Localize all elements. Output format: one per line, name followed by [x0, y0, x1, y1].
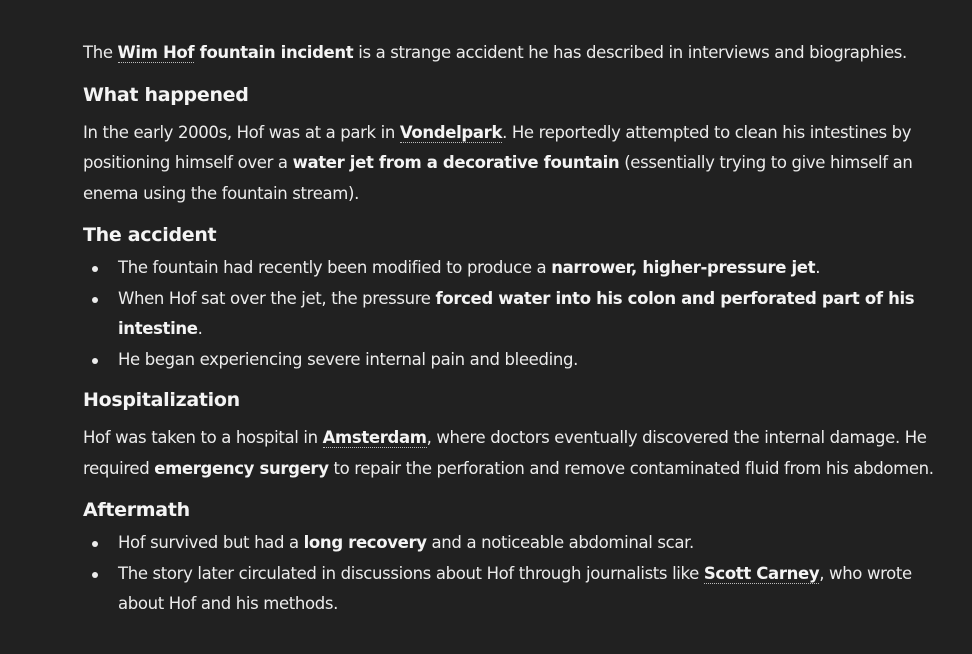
chat-response	[83, 38, 943, 620]
what-happened-bold: water jet from a decorative fountain	[292, 153, 620, 172]
list-item-text: Hof survived but had a	[118, 533, 304, 552]
what-happened-text: In the early 2000s, Hof was at a park in	[83, 122, 400, 142]
list-item	[83, 284, 943, 345]
what-happened-paragraph	[83, 118, 943, 210]
aftermath-list	[83, 528, 943, 620]
list-item	[83, 253, 943, 284]
list-item	[83, 345, 943, 376]
bullet-icon	[92, 572, 98, 578]
list-item-bold: long recovery	[303, 533, 427, 552]
list-item-text: He began experiencing severe internal pain and bleeding.	[118, 349, 578, 369]
heading-the-accident: The accident	[83, 224, 217, 246]
bullet-icon	[92, 541, 98, 547]
list-item-text-end: .	[815, 258, 821, 277]
intro-bold: fountain incident	[194, 43, 354, 62]
hospitalization-bold: emergency surgery	[154, 458, 329, 478]
list-item	[83, 559, 943, 620]
hospitalization-paragraph	[83, 423, 943, 484]
what-happened-text-mid: . He reportedly attempted to clean his intestines by positioning himself over a	[83, 122, 912, 172]
list-item-bold: forced water into his colon and perforated part of his intestine	[118, 288, 915, 338]
bullet-icon	[92, 358, 98, 364]
vondelpark-link[interactable]: Vondelpark	[399, 122, 503, 142]
hospitalization-text-mid: , where doctors eventually discovered the internal damage. He required	[83, 428, 927, 478]
wim-hof-link[interactable]: Wim Hof	[117, 43, 195, 62]
what-happened-text-end: (essentially trying to give himself an enema using the fountain stream).	[83, 153, 913, 203]
list-item-text-end: .	[197, 319, 203, 338]
intro-paragraph	[83, 38, 943, 69]
list-item-text: The story later circulated in discussions about Hof through journalists like	[118, 563, 704, 583]
amsterdam-link[interactable]: Amsterdam	[322, 428, 427, 447]
list-item-text: When Hof sat over the jet, the pressure	[118, 288, 436, 308]
list-item-bold: narrower, higher-pressure jet	[551, 258, 816, 277]
list-item-text-end: , who wrote about Hof and his methods.	[118, 563, 912, 613]
list-item-text-end: and a noticeable abdominal scar.	[426, 533, 694, 552]
list-item	[83, 528, 943, 559]
hospitalization-text-end: to repair the perforation and remove contaminated fluid from his abdomen.	[328, 458, 934, 478]
hospitalization-text: Hof was taken to a hospital in	[83, 428, 323, 447]
list-item-text: The fountain had recently been modified to produce a	[118, 258, 552, 277]
bullet-icon	[92, 297, 98, 303]
heading-aftermath: Aftermath	[83, 499, 190, 521]
scott-carney-link[interactable]: Scott Carney	[703, 563, 820, 583]
heading-what-happened: What happened	[83, 83, 249, 106]
heading-hospitalization: Hospitalization	[83, 389, 240, 411]
bullet-icon	[92, 266, 98, 272]
accident-list	[83, 253, 943, 375]
intro-text: The	[83, 43, 118, 62]
intro-text-end: is a strange accident he has described in interviews and biographies.	[353, 43, 907, 62]
